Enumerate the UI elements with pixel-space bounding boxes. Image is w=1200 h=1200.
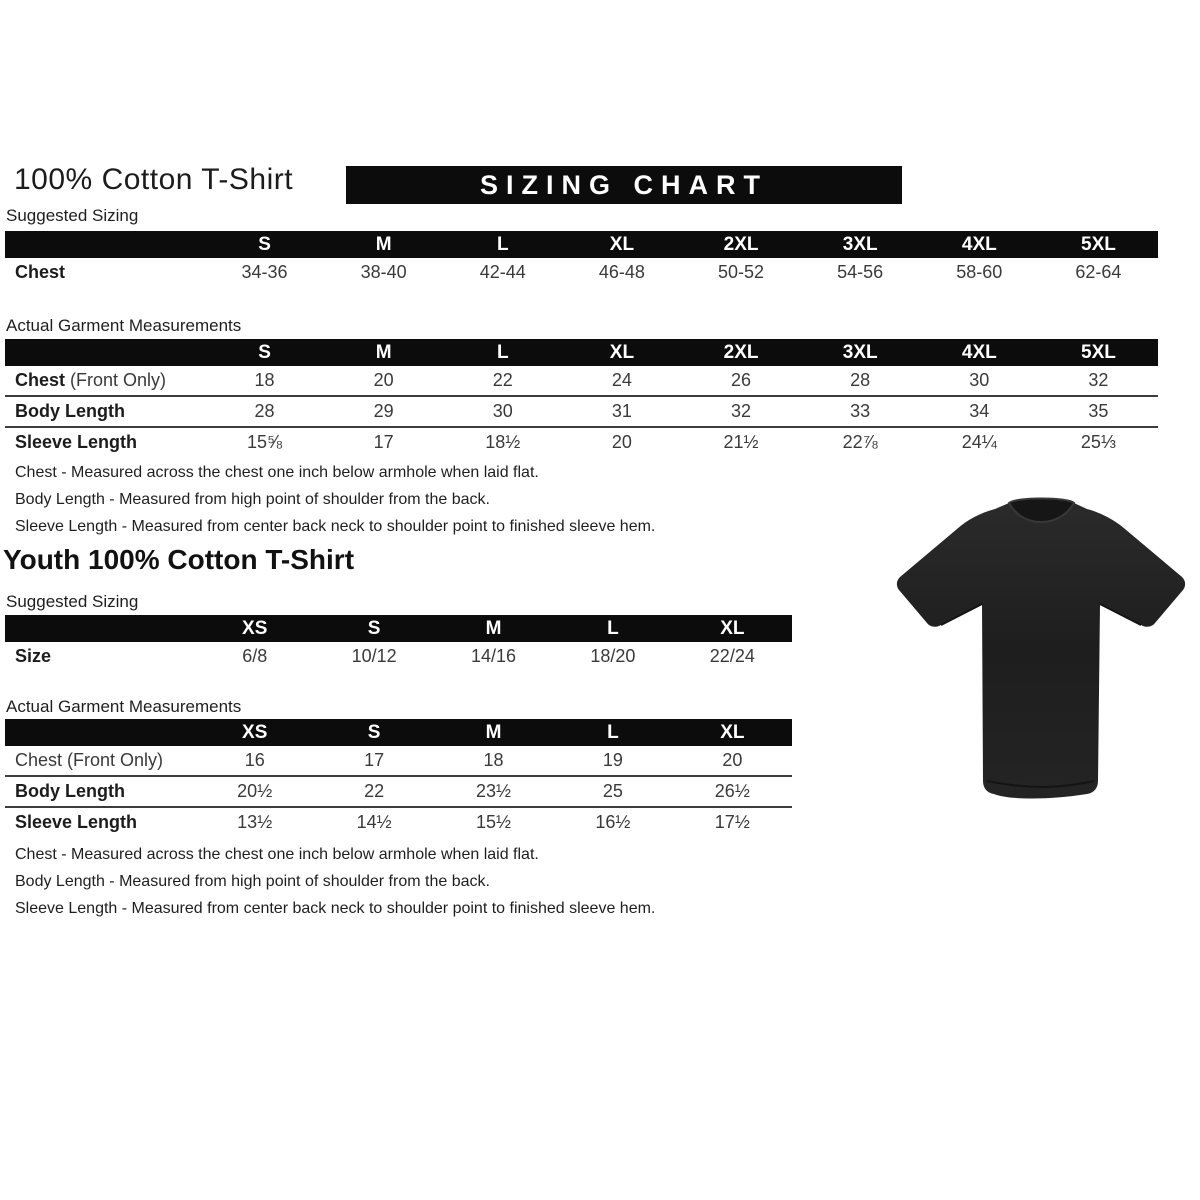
value-cell: 46-48 [598, 262, 645, 282]
sizing-chart-banner-label: SIZING CHART [480, 169, 768, 200]
size-column-header: XL [609, 233, 635, 255]
row-label: Chest (Front Only) [15, 370, 167, 390]
value-cell: 19 [602, 750, 623, 770]
size-column-header: M [375, 341, 392, 363]
value-cell: 26½ [714, 781, 750, 801]
value-cell: 20 [722, 750, 743, 770]
size-column-header: 2XL [723, 233, 759, 255]
value-cell: 31 [611, 401, 632, 421]
size-column-header: XL [609, 341, 635, 363]
value-cell: 22 [492, 370, 513, 390]
tshirt-graphic [888, 487, 1195, 809]
size-column-header: 4XL [961, 233, 997, 255]
value-cell: 62-64 [1075, 262, 1122, 282]
value-cell: 35 [1088, 401, 1109, 421]
size-column-header: M [485, 721, 502, 743]
note-body-length: Body Length - Measured from high point of shoulder from the back. [15, 491, 490, 508]
row-label: Chest (Front Only) [15, 750, 164, 770]
table-row [5, 746, 792, 777]
value-cell: 22/24 [709, 646, 755, 666]
value-cell: 24¼ [961, 432, 997, 452]
value-cell: 22 [364, 781, 385, 801]
value-cell: 25⅓ [1080, 432, 1116, 452]
size-column-header: L [607, 617, 619, 639]
value-cell: 18/20 [590, 646, 636, 666]
table-row [5, 366, 1158, 397]
youth-measurement-notes [15, 841, 655, 922]
value-cell: 26 [731, 370, 752, 390]
youth-suggested-sizing-table [5, 615, 792, 671]
sizing-chart-banner [346, 166, 902, 204]
note-sleeve-length: Sleeve Length - Measured from center back neck to shoulder point to finished sleeve hem. [15, 900, 656, 917]
note-body-length: Body Length - Measured from high point of shoulder from the back. [15, 873, 490, 890]
size-column-header: 4XL [961, 341, 997, 363]
size-column-header: 3XL [842, 233, 878, 255]
value-cell: 20 [611, 432, 632, 452]
value-cell: 25 [602, 781, 623, 801]
value-cell: 10/12 [351, 646, 397, 666]
row-label: Body Length [15, 401, 125, 421]
value-cell: 21½ [723, 432, 759, 452]
note-chest: Chest - Measured across the chest one inch below armhole when laid flat. [15, 464, 539, 481]
value-cell: 30 [969, 370, 990, 390]
value-cell: 38-40 [360, 262, 407, 282]
adult-suggested-sizing-label: Suggested Sizing [6, 206, 139, 225]
size-column-header: M [485, 617, 502, 639]
value-cell: 16 [244, 750, 265, 770]
size-column-header: S [258, 341, 271, 363]
tshirt-image [888, 487, 1195, 809]
value-cell: 32 [731, 401, 752, 421]
row-label: Sleeve Length [15, 812, 138, 832]
value-cell: 15½ [475, 812, 512, 832]
size-column-header: L [497, 233, 509, 255]
value-cell: 29 [373, 401, 394, 421]
value-cell: 20½ [237, 781, 273, 801]
table-header-row [5, 339, 1158, 366]
value-cell: 6/8 [242, 646, 268, 666]
adult-actual-measurements-table [5, 339, 1158, 457]
adult-actual-measurements-label: Actual Garment Measurements [6, 316, 242, 335]
size-column-header: XS [242, 721, 268, 743]
value-cell: 22⅞ [842, 432, 878, 452]
value-cell: 54-56 [837, 262, 884, 282]
value-cell: 32 [1088, 370, 1109, 390]
size-column-header: 2XL [723, 341, 759, 363]
table-row [5, 642, 792, 671]
value-cell: 17 [364, 750, 385, 770]
value-cell: 15⅝ [247, 432, 283, 452]
adult-suggested-sizing-table [5, 231, 1158, 287]
table-row [5, 808, 792, 837]
size-column-header: M [375, 233, 392, 255]
value-cell: 24 [611, 370, 632, 390]
value-cell: 18 [483, 750, 504, 770]
value-cell: 17 [373, 432, 394, 452]
table-header-row [5, 719, 792, 746]
youth-actual-measurements-table [5, 719, 792, 837]
value-cell: 14/16 [470, 646, 517, 666]
value-cell: 28 [254, 401, 275, 421]
value-cell: 33 [850, 401, 871, 421]
table-row [5, 397, 1158, 428]
size-column-header: XL [720, 721, 745, 743]
value-cell: 14½ [356, 812, 392, 832]
size-column-header: L [607, 721, 619, 743]
size-column-header: XL [720, 617, 745, 639]
size-column-header: 5XL [1081, 341, 1116, 363]
value-cell: 17½ [714, 812, 750, 832]
value-cell: 23½ [475, 781, 512, 801]
size-column-header: L [497, 341, 509, 363]
size-column-header: S [367, 721, 381, 743]
value-cell: 18½ [485, 432, 521, 452]
value-cell: 13½ [237, 812, 273, 832]
note-sleeve-length: Sleeve Length - Measured from center back neck to shoulder point to finished sleeve hem. [15, 518, 656, 535]
value-cell: 18 [254, 370, 275, 390]
value-cell: 42-44 [479, 262, 526, 282]
value-cell: 50-52 [718, 262, 765, 282]
table-header-row [5, 615, 792, 642]
page-title: 100% Cotton T-Shirt [14, 163, 294, 196]
value-cell: 30 [492, 401, 513, 421]
youth-actual-measurements-label: Actual Garment Measurements [6, 697, 242, 716]
row-label: Size [15, 646, 52, 666]
table-row [5, 777, 792, 808]
size-column-header: XS [242, 617, 268, 639]
value-cell: 34-36 [241, 262, 288, 282]
size-column-header: 3XL [842, 341, 878, 363]
youth-section-title: Youth 100% Cotton T-Shirt [3, 544, 355, 575]
value-cell: 34 [969, 401, 990, 421]
row-label: Sleeve Length [15, 432, 138, 452]
row-label: Body Length [15, 781, 125, 801]
row-label: Chest [15, 262, 66, 282]
value-cell: 16½ [595, 812, 631, 832]
value-cell: 28 [850, 370, 871, 390]
size-column-header: 5XL [1081, 233, 1116, 255]
value-cell: 58-60 [956, 262, 1003, 282]
size-column-header: S [258, 233, 271, 255]
size-column-header: S [367, 617, 381, 639]
table-row [5, 258, 1158, 287]
value-cell: 20 [373, 370, 394, 390]
adult-measurement-notes [15, 459, 655, 540]
table-header-row [5, 231, 1158, 258]
table-row [5, 428, 1158, 457]
youth-suggested-sizing-label: Suggested Sizing [6, 592, 139, 611]
note-chest: Chest - Measured across the chest one inch below armhole when laid flat. [15, 846, 539, 863]
